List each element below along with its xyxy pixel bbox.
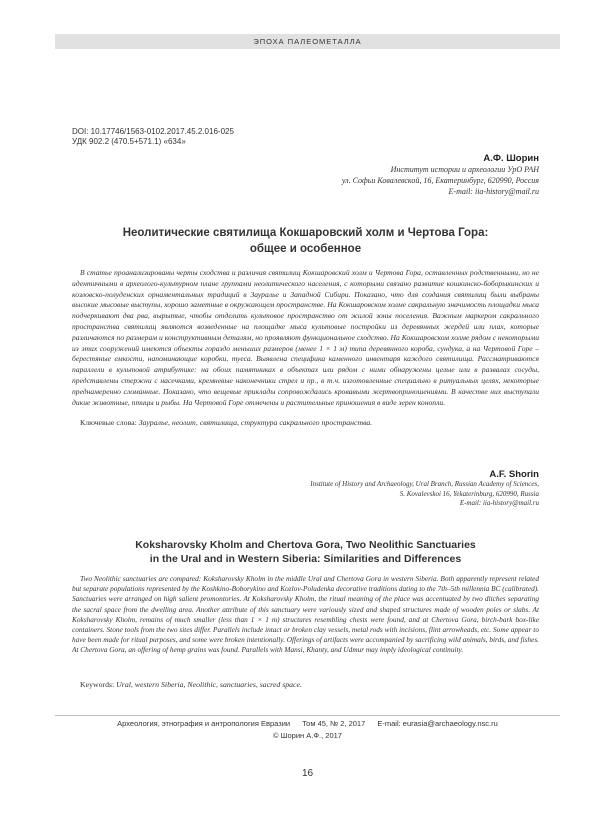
- author-email-ru[interactable]: E-mail: iia-history@mail.ru: [448, 187, 539, 196]
- section-header: [55, 34, 560, 49]
- abstract-ru: В статье проанализированы черты сходства и различия святилищ Кокшаровский холм и Чертова Гора, оставленных родственными, но не идентичными в археолого-культурном плане группами неолитического населения, с которыми связано развитие кошкинско-боборыкинских и козловско-полуденских орнаментальных традиций в Зауралье и Западной Сибири. Показано, что для создания святилищ были выбраны высокие мысовые выступы, хорошо заметные в окружающем пространстве. На Кокшаровском холме сакральную значимость площадки мыса подчеркивают два рва, вырытые, чтобы отделить культовое пространство от жилой зоны поселения. Важным маркером сакрального пространства святилищ являются возведенные на площадке мыса культовые постройки из деревянных жердей или плах, которые различаются по размерам и конструктивным деталям, но проявляют функциональное сходство. На Кокшаровском холме рядом с некоторыми из этих сооружений имеются объекты гораздо меньших размеров (менее 1 × 1 м) типа деревянного короба, сундука, а на Чертовой Горе – берестяные емкости, напоминающие коробки, туеса. Выявлена специфика каменного инвентаря каждого святилища. Рассматриваются параллели в культовой атрибутике: на обоих памятниках в объектах или рядом с ними обнаружены целые или в развалах сосуды, представлены стержни с насечками, кремневые наконечники стрел и пр., в т.ч. изготовленные специально в ритуальных целях, некоторые преднамеренно сломанные. Показано, что вещевые приклады сопровождались кровавыми жертвоприношениями. В качестве них выступали дикие животные, птицы и рыбы. На Чертовой Горе отмечены и растительные приношения в виде зерен конопли.: [72, 268, 539, 407]
- keywords-ru: [80, 418, 540, 427]
- author-address-ru: ул. Софьи Ковалевской, 16, Екатеринбург, 620990, Россия: [341, 176, 539, 185]
- keywords-en-label: Keywords:: [80, 680, 115, 689]
- article-title-en: [72, 538, 539, 566]
- title-ru-line2: общее и особенное: [249, 243, 362, 255]
- title-ru-line1: Неолитические святилища Кокшаровский холм и Чертова Гора:: [122, 227, 489, 239]
- journal-info: [55, 719, 560, 728]
- page-number: 16: [301, 768, 314, 779]
- author-address-en: S. Kovalevskoi 16, Yekaterinburg, 620990, Russia: [399, 489, 539, 498]
- author-block-en: [310, 469, 539, 509]
- author-name-en: A.F. Shorin: [489, 469, 539, 480]
- author-institution-ru: Институт истории и археологии УрО РАН: [390, 165, 539, 174]
- keywords-en-text: Ural, western Siberia, Neolithic, sanctuaries, sacred space.: [116, 680, 302, 689]
- copyright: © Шорин А.Ф., 2017: [273, 731, 342, 740]
- journal-volume: Том 45, № 2, 2017: [302, 719, 366, 728]
- footer-divider: [55, 715, 560, 716]
- doi-line: DOI: 10.17746/1563-0102.2017.45.2.016-025: [72, 127, 234, 136]
- section-title: ЭПОХА ПАЛЕОМЕТАЛЛА: [253, 37, 362, 46]
- abstract-en: Two Neolithic sanctuaries are compared: Koksharovsky Kholm in the middle Ural and Chertova Gora in western Siberia. Both apparently represent related but separate populations represented by the Koshkino-Boborykino and Kozlov-Poludenka decorative traditions dating to the 7th–5th millennia BC (calibrated). Sanctuaries were arranged on high salient promontories. At Koksharovsky Kholm, the ritual meaning of the place was accentuated by two ditches separating the sacral space from the dwelling area. Another attribute of this sanctuary were variously sized and shaped structures made of wooden poles or slabs. At Koksharovsky Kholm, remains of much smaller (less than 1 × 1 m) structures resembling chests were found, and at Chertova Gora, birch-bark box-like containers. Stone tools from the two sites differ. Parallels include intact or broken clay vessels, metal rods with incisions, flint arrowheads, etc. Some appear to have been made for ritual purposes, and some were broken intentionally. Offerings of artifacts were accompanied by sacrificing wild animals, birds, and fishes. At Chertova Gora, an offering of hemp grains was found. Parallels with Mansi, Khanty, and Udmur may imply ideological continuity.: [72, 574, 539, 655]
- author-block-ru: [342, 153, 539, 197]
- udk-line: УДК 902.2 (470.5+571.1) «634»: [72, 137, 186, 146]
- author-email-en[interactable]: E-mail: iia-history@mail.ru: [459, 499, 539, 507]
- keywords-en: [80, 680, 540, 689]
- journal-name: Археология, этнография и антропология Евразии: [117, 719, 291, 728]
- journal-email[interactable]: E-mail: eurasia@archaeology.nsc.ru: [377, 719, 498, 728]
- keywords-ru-text: Зауралье, неолит, святилища, структура сакрального пространства.: [138, 418, 373, 427]
- author-name-ru: А.Ф. Шорин: [483, 153, 539, 164]
- author-institution-en: Institute of History and Archaeology, Ural Branch, Russian Academy of Sciences,: [310, 480, 539, 488]
- article-title-ru: [72, 225, 539, 257]
- keywords-ru-label: Ключевые слова:: [80, 418, 137, 427]
- title-en-line2: in the Ural and in Western Siberia: Similarities and Differences: [149, 553, 462, 565]
- title-en-line1: Koksharovsky Kholm and Chertova Gora, Two Neolithic Sanctuaries: [135, 539, 476, 551]
- doi-block: [72, 127, 234, 147]
